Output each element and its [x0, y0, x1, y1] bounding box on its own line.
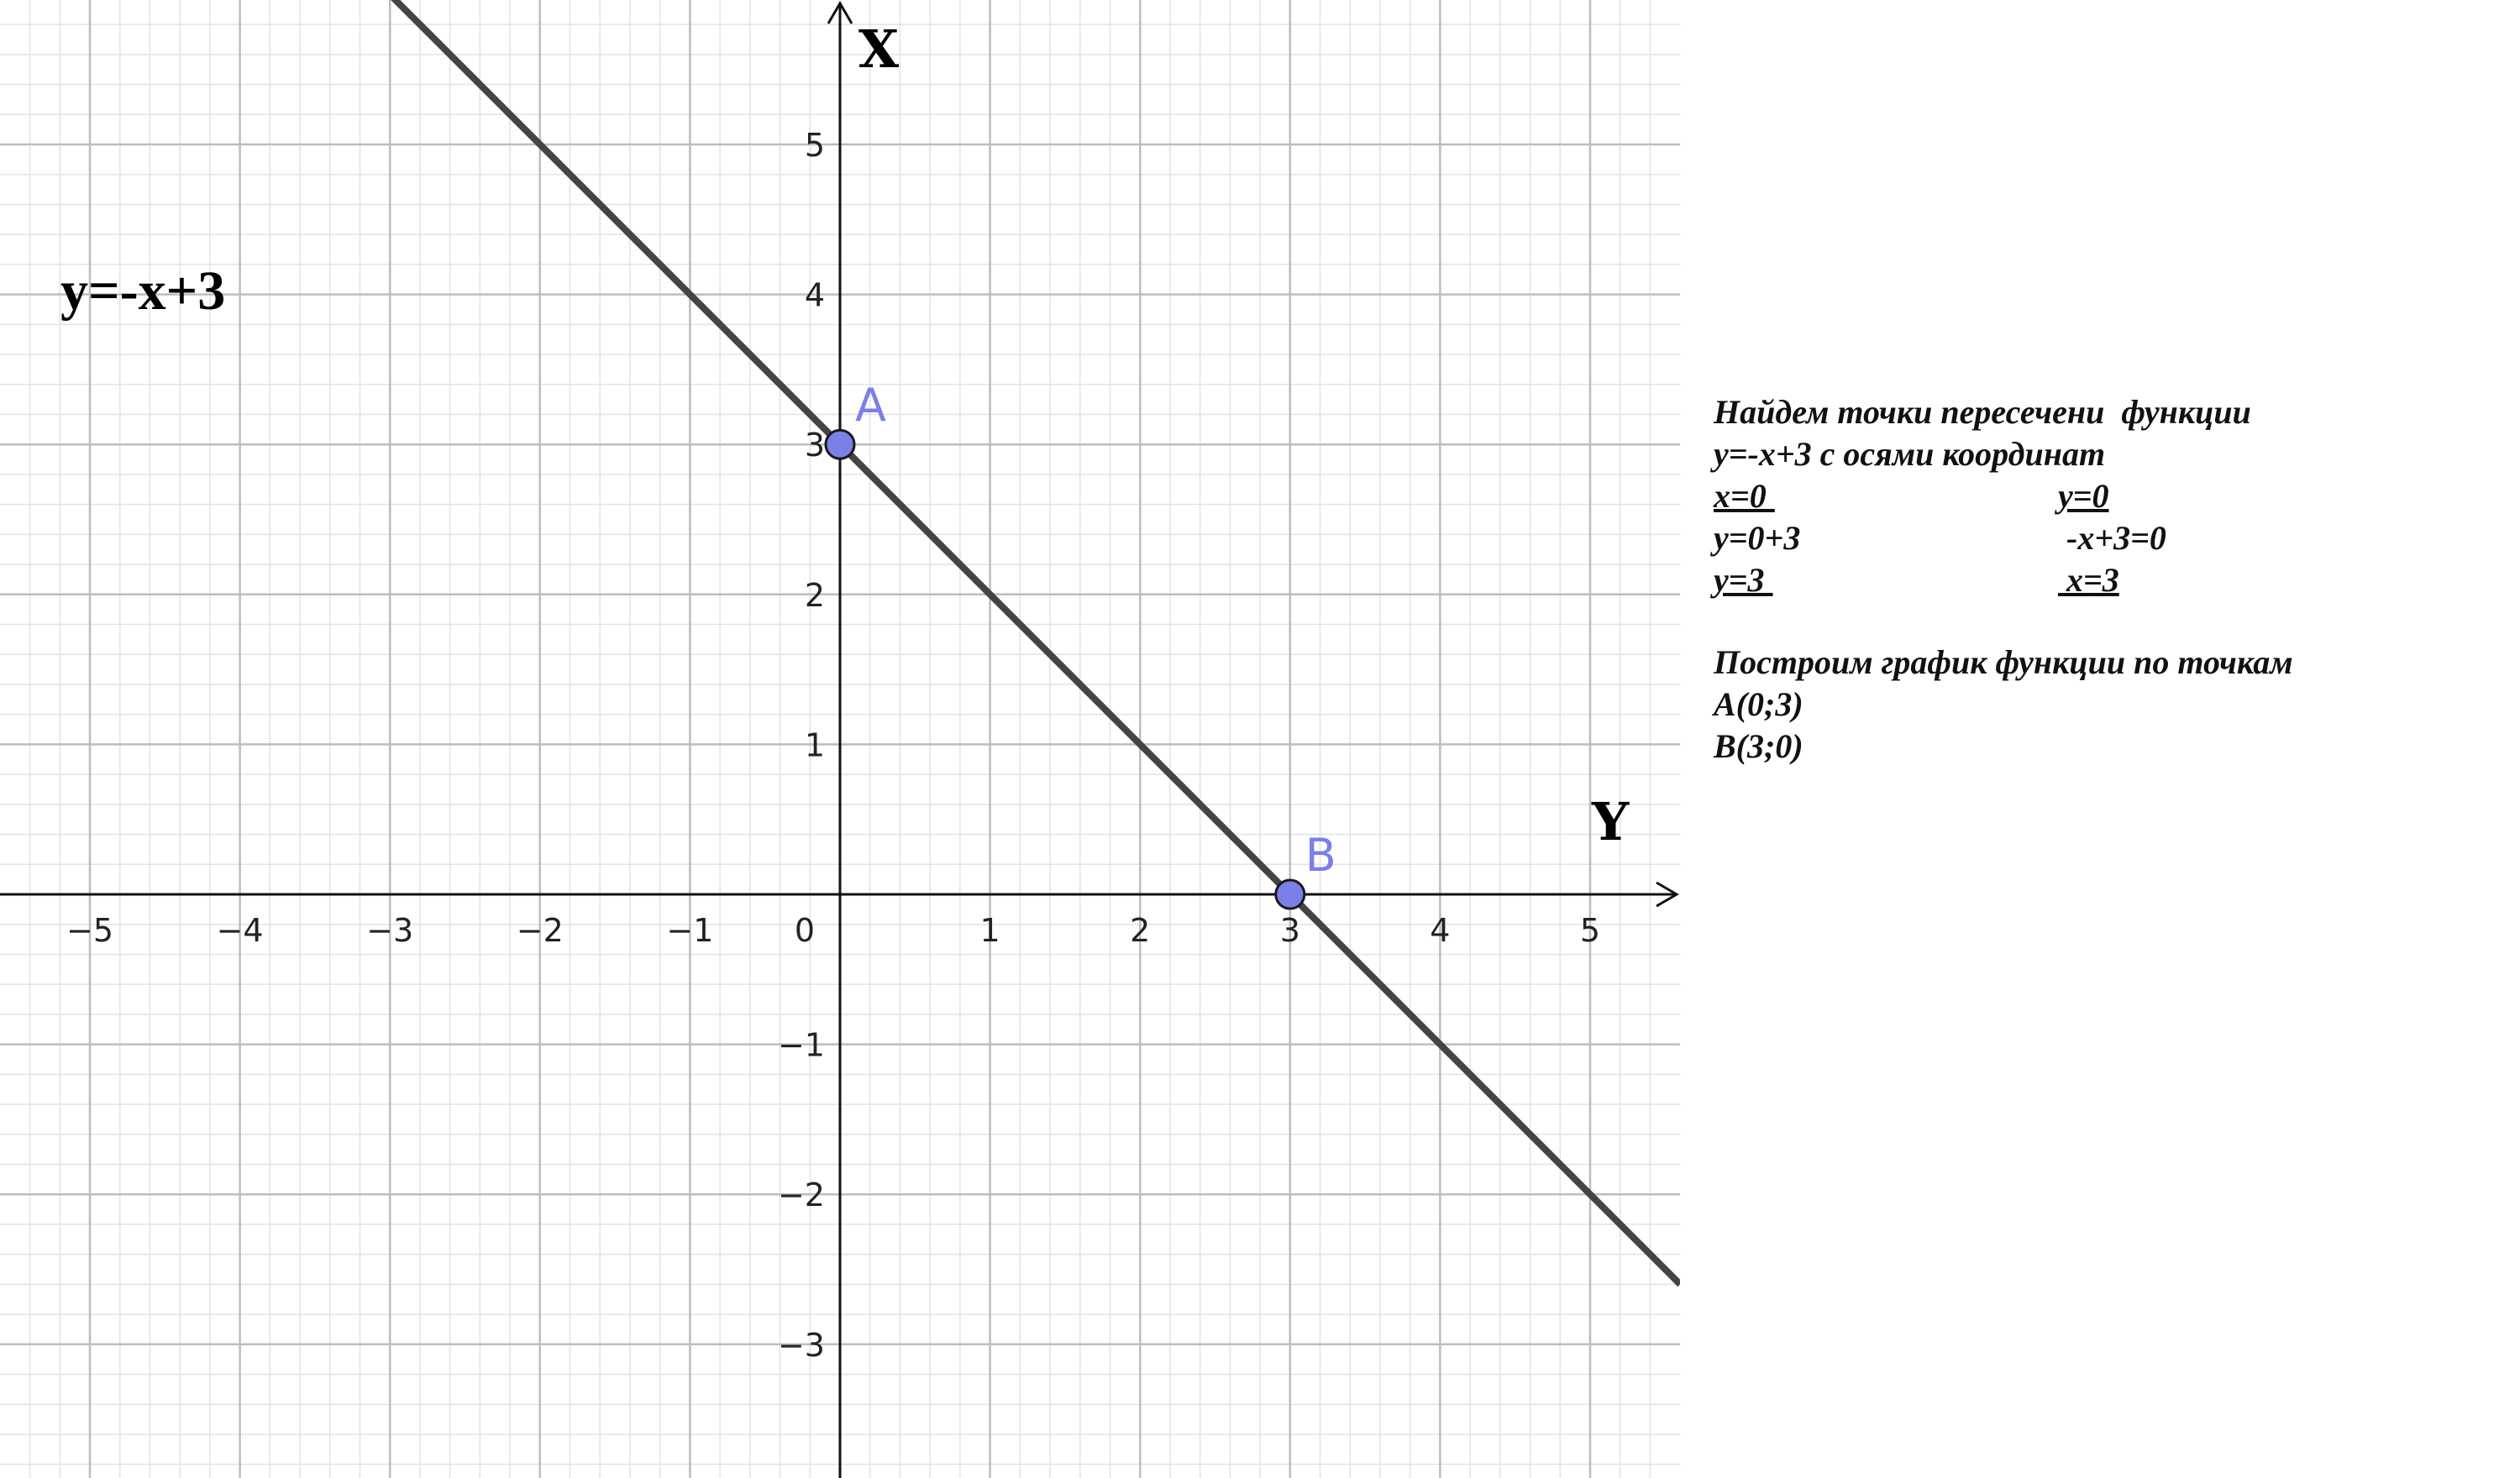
note-left: х=0 [1714, 477, 1775, 515]
x-tick-label: 3 [1279, 912, 1300, 949]
y-tick-label: −3 [777, 1326, 825, 1364]
x-tick-label: −5 [66, 912, 114, 949]
y-tick-label: −1 [777, 1026, 825, 1064]
y-tick-label: 4 [804, 276, 825, 314]
solution-notes [1714, 391, 2503, 768]
horizontal-axis-label: Y [1592, 791, 1630, 852]
x-tick-label: 5 [1579, 912, 1601, 949]
y-tick-label: 2 [804, 576, 825, 614]
x-tick-label: 4 [1430, 912, 1451, 949]
tick-labels [66, 127, 1600, 1478]
y-tick-label: 3 [804, 427, 825, 464]
y-tick-label: 5 [804, 127, 825, 164]
x-tick-label: −1 [666, 912, 714, 949]
point-label-b: B [1305, 829, 1336, 882]
note-left: у=0+3 [1714, 519, 1801, 557]
note-row [1714, 559, 2503, 601]
x-tick-label: 1 [979, 912, 1000, 949]
note-line: А(0;3) [1714, 685, 1803, 723]
note-right: у=0 [2058, 477, 2109, 515]
note-left: у=3 [1714, 561, 1773, 599]
spacer [1714, 601, 2503, 642]
y-tick-label: −2 [777, 1177, 825, 1214]
note-line: В(3;0) [1714, 727, 1803, 765]
axes [0, 3, 1677, 1478]
note-row [1714, 475, 2503, 517]
y-tick-label: 1 [804, 726, 825, 764]
point-label-a: A [855, 379, 886, 432]
note-right: х=3 [2058, 561, 2119, 599]
x-tick-label: 0 [794, 912, 816, 949]
x-tick-label: −3 [366, 912, 414, 949]
function-label: y=-x+3 [60, 260, 226, 322]
vertical-axis-label: X [858, 18, 900, 80]
x-tick-label: −2 [516, 912, 564, 949]
x-tick-label: 2 [1130, 912, 1151, 949]
function-graph [390, 0, 1680, 1284]
note-row [1714, 517, 2503, 559]
point-a [826, 430, 854, 459]
note-line: у=-х+3 с осями координат [1714, 435, 2106, 473]
note-right: -х+3=0 [2058, 519, 2166, 557]
point-b [1276, 880, 1305, 909]
function-line [390, 0, 1680, 1284]
note-line: Найдем точки пересечени функции [1714, 393, 2251, 431]
x-tick-label: −4 [216, 912, 264, 949]
note-line: Построим график функции по точкам [1714, 643, 2293, 681]
